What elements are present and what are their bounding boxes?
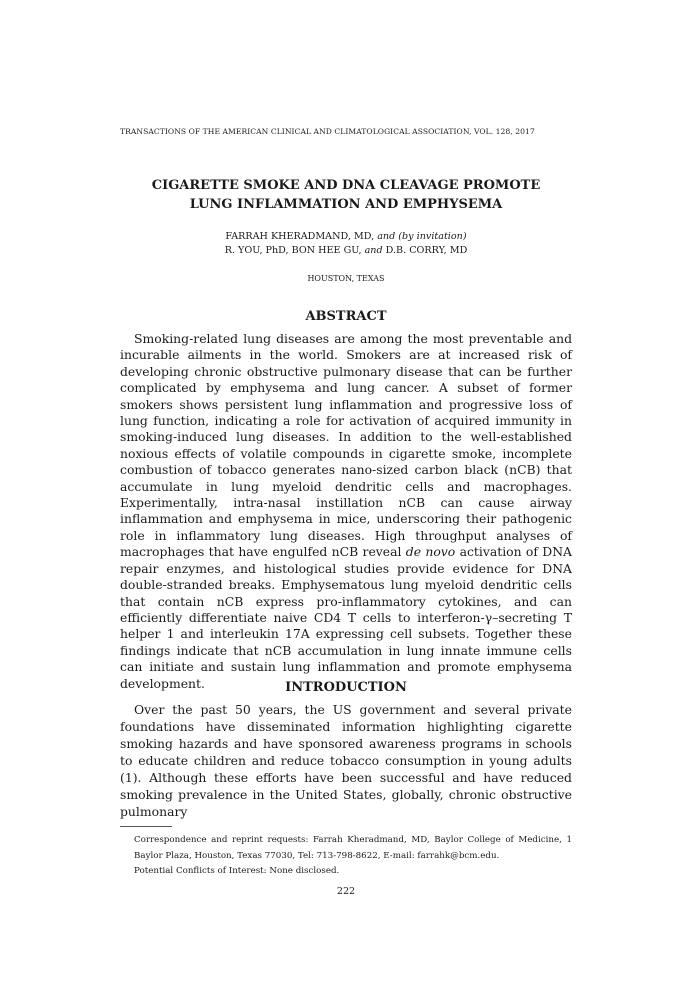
introduction-heading: INTRODUCTION <box>285 680 407 695</box>
title-line-2: LUNG INFLAMMATION AND EMPHYSEMA <box>189 197 503 212</box>
running-header: TRANSACTIONS OF THE AMERICAN CLINICAL AND CLIMATOLOGICAL ASSOCIATION, VOL. 128, 2017 <box>120 127 535 136</box>
footnote-divider <box>120 826 172 827</box>
abstract-italic-term: de novo <box>405 544 456 560</box>
author-conjunction: and <box>364 245 383 256</box>
last-author: D.B. CORRY, MD <box>382 245 468 256</box>
footnote-correspondence: Correspondence and reprint requests: Farrah Kheradmand, MD, Baylor College of Medicine, 1 Baylor Plaza, Houston, Texas 77030, Tel: 713-798-8622, E-mail: farrahk@bcm.edu. <box>134 835 572 861</box>
abstract-text-part-2: activation of DNA repair enzymes, and histological studies provide evidence for DNA double-stranded breaks. Emphysematous lung myeloid dendritic cells that contain nCB express pro-inflammatory cytokines, and can efficiently differentiate naive CD4 T cells to interferon-γ–secreting T helper 1 and interleukin 17A expressing cell subsets. Together these findings indicate that nCB accumulation in lung innate immune cells can initiate and sustain lung inflammation and promote emphysema development. <box>120 544 573 691</box>
author-line-1 <box>120 230 572 244</box>
co-authors: R. YOU, PhD, BON HEE GU, <box>224 245 365 256</box>
abstract-body <box>120 331 572 692</box>
introduction-body: Over the past 50 years, the US government and several private foundations have disseminated information highlighting cigarette smoking hazards and have sponsored awareness programs in schools to educate children and reduce tobacco consumption in young adults (1). Although these efforts have been successful and have reduced smoking prevalence in the United States, globally, chronic obstructive pulmonary <box>120 702 572 819</box>
footnote-conflicts: Potential Conflicts of Interest: None disclosed. <box>134 866 340 876</box>
abstract-heading: ABSTRACT <box>305 309 387 324</box>
article-title <box>120 176 572 214</box>
title-line-1: CIGARETTE SMOKE AND DNA CLEAVAGE PROMOTE <box>151 178 541 193</box>
page-number: 222 <box>336 886 356 897</box>
author-line-2 <box>120 244 572 258</box>
author-list <box>120 230 572 258</box>
lead-author: FARRAH KHERADMAND, MD, <box>225 231 378 242</box>
affiliation-location: HOUSTON, TEXAS <box>307 274 385 283</box>
footnote <box>120 833 572 880</box>
abstract-text-part-1: Smoking-related lung diseases are among the most preventable and incurable ailments in the world. Smokers are at increased risk of developing chronic obstructive pulmonary disease that can be further complicated by emphysema and lung cancer. A subset of former smokers shows persistent lung inflammation and progressive loss of lung function, indicating a role for activation of acquired immunity in smoking-induced lung diseases. In addition to the well-established noxious effects of volatile compounds in cigarette smoke, incomplete combustion of tobacco generates nano-sized carbon black (nCB) that accumulate in lung myeloid dendritic cells and macrophages. Experimentally, intra-nasal instillation nCB can cause airway inflammation and emphysema in mice, underscoring their pathogenic role in inflammatory lung diseases. High throughput analyses of macrophages that have engulfed nCB reveal <box>120 331 572 560</box>
invitation-note: and (by invitation) <box>377 231 467 242</box>
